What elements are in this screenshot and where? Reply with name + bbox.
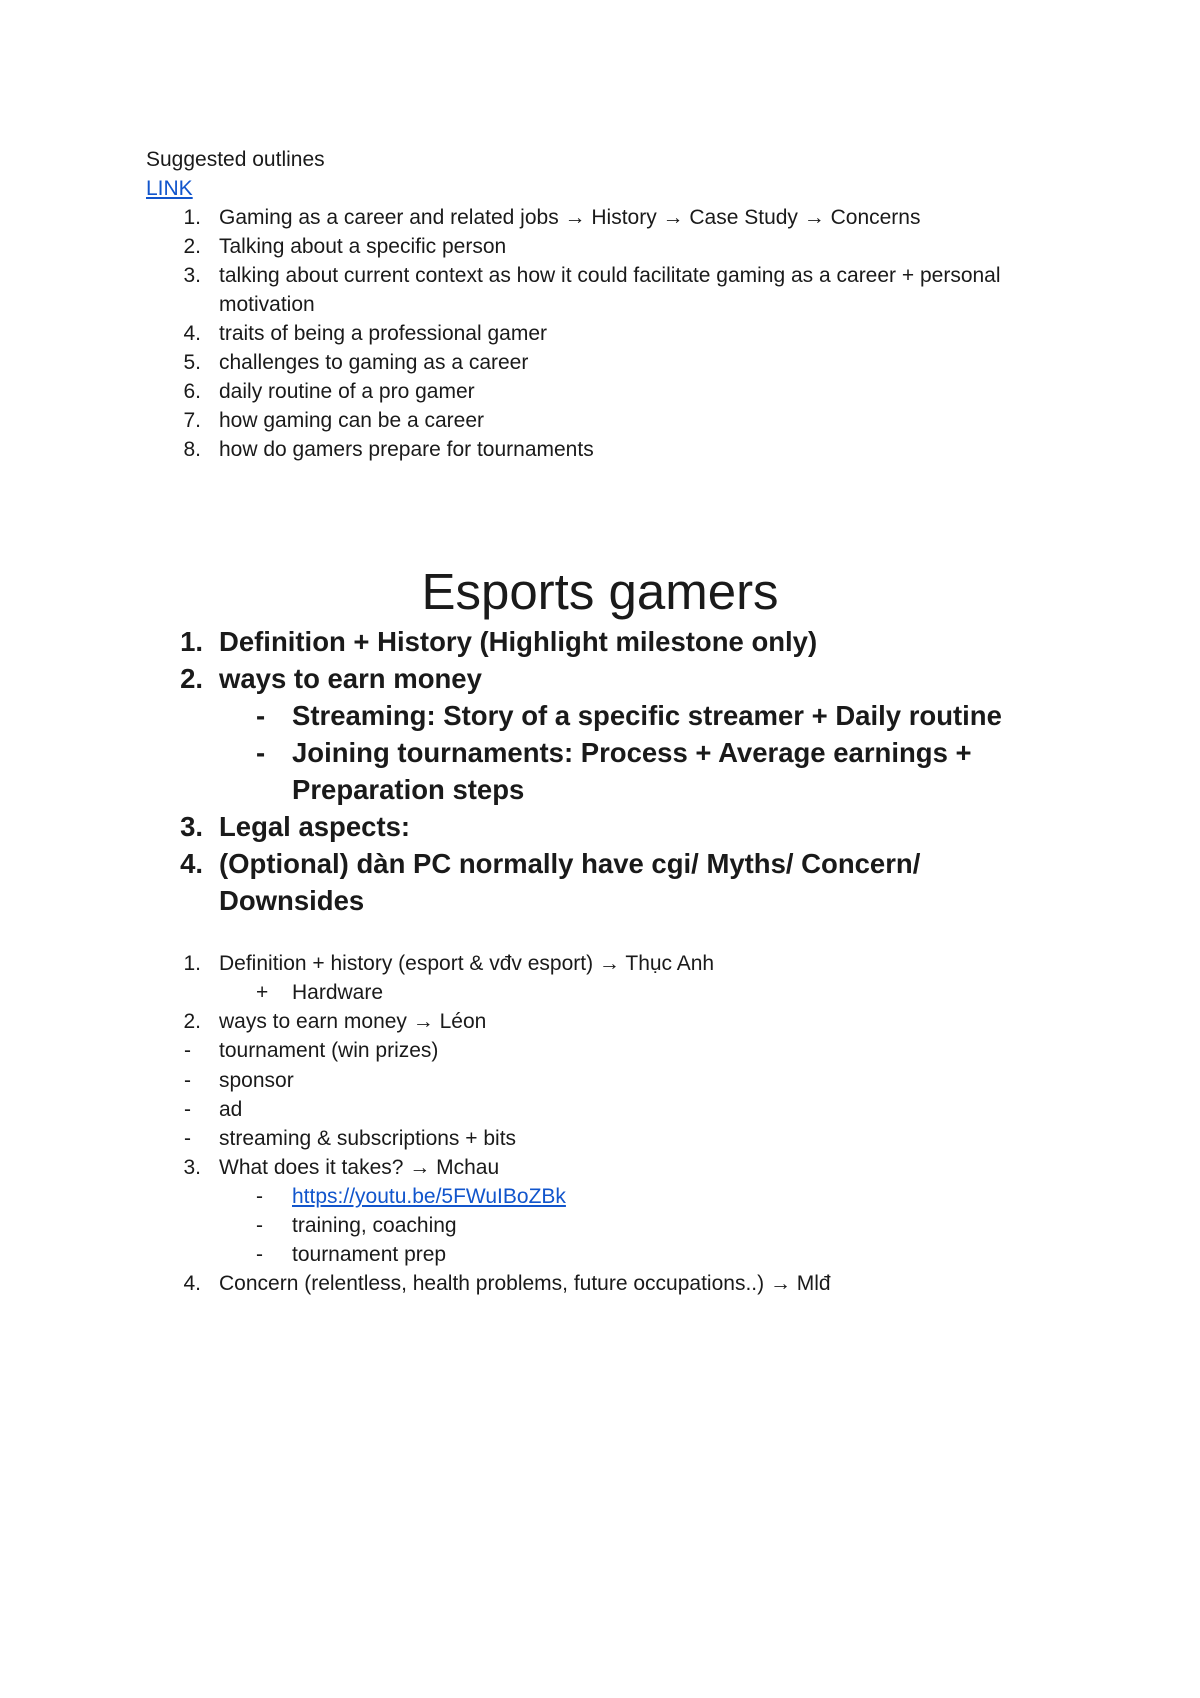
list-bullet: -	[256, 1185, 263, 1208]
youtube-link[interactable]: https://youtu.be/5FWuIBoZBk	[292, 1185, 566, 1208]
list-bullet: -	[184, 1098, 191, 1121]
list-item: streaming & subscriptions + bits	[219, 1127, 517, 1150]
list-item: ways to earn money	[219, 663, 482, 694]
list-number: 1.	[180, 626, 203, 657]
list-bullet: -	[184, 1069, 191, 1092]
list-bullet: +	[256, 981, 269, 1004]
list-number: 4.	[180, 848, 203, 879]
list-item: traits of being a professional gamer	[219, 322, 548, 345]
list-number: 3.	[180, 811, 203, 842]
list-number: 4.	[183, 1272, 201, 1295]
list-number: 3.	[183, 264, 201, 287]
page-title: Esports gamers	[421, 563, 779, 620]
list-number: 7.	[183, 409, 201, 432]
list-item: Joining tournaments: Process + Average earnings +	[292, 737, 972, 768]
list-number: 6.	[183, 380, 201, 403]
list-item: how do gamers prepare for tournaments	[219, 438, 594, 461]
list-item: Definition + History (Highlight milestone only)	[219, 626, 818, 657]
list-item: ad	[219, 1098, 243, 1121]
list-item-continuation: Downsides	[219, 885, 365, 916]
list-item: daily routine of a pro gamer	[219, 380, 475, 403]
list-item: sponsor	[219, 1069, 294, 1092]
outline-link[interactable]: LINK	[146, 177, 193, 200]
list-item: training, coaching	[292, 1214, 457, 1237]
list-item: tournament (win prizes)	[219, 1039, 439, 1062]
list-number: 2.	[183, 1010, 201, 1033]
list-item: ways to earn money → Léon	[219, 1010, 487, 1033]
list-item: Talking about a specific person	[219, 235, 507, 258]
list-item: What does it takes? → Mchau	[219, 1156, 500, 1179]
list-bullet: -	[256, 700, 266, 731]
list-item: Streaming: Story of a specific streamer + Daily routine	[292, 700, 1002, 731]
list-item-continuation: Preparation steps	[292, 774, 525, 805]
list-item: talking about current context as how it could facilitate gaming as a career + personal	[219, 264, 1001, 287]
list-item: challenges to gaming as a career	[219, 351, 529, 374]
list-number: 5.	[183, 351, 201, 374]
list-bullet: -	[256, 1243, 263, 1266]
list-item: Gaming as a career and related jobs → History → Case Study → Concerns	[219, 206, 921, 229]
list-number: 2.	[183, 235, 201, 258]
list-bullet: -	[256, 737, 266, 768]
list-item: how gaming can be a career	[219, 409, 484, 432]
list-bullet: -	[184, 1039, 191, 1062]
list-number: 8.	[183, 438, 201, 461]
list-bullet: -	[256, 1214, 263, 1237]
list-item: (Optional) dàn PC normally have cgi/ Myths/ Concern/	[219, 848, 921, 879]
list-item: tournament prep	[292, 1243, 447, 1266]
list-number: 3.	[183, 1156, 201, 1179]
list-item: Hardware	[292, 981, 384, 1004]
list-number: 4.	[183, 322, 201, 345]
list-item-continuation: motivation	[219, 293, 315, 316]
list-number: 2.	[180, 663, 203, 694]
list-number: 1.	[183, 206, 201, 229]
list-item: Legal aspects:	[219, 811, 411, 842]
section-heading: Suggested outlines	[146, 148, 325, 171]
list-item: Definition + history (esport & vđv esport) → Thục Anh	[219, 952, 715, 975]
list-number: 1.	[183, 952, 201, 975]
list-item: Concern (relentless, health problems, future occupations..) → Mlđ	[219, 1272, 831, 1295]
list-bullet: -	[184, 1127, 191, 1150]
